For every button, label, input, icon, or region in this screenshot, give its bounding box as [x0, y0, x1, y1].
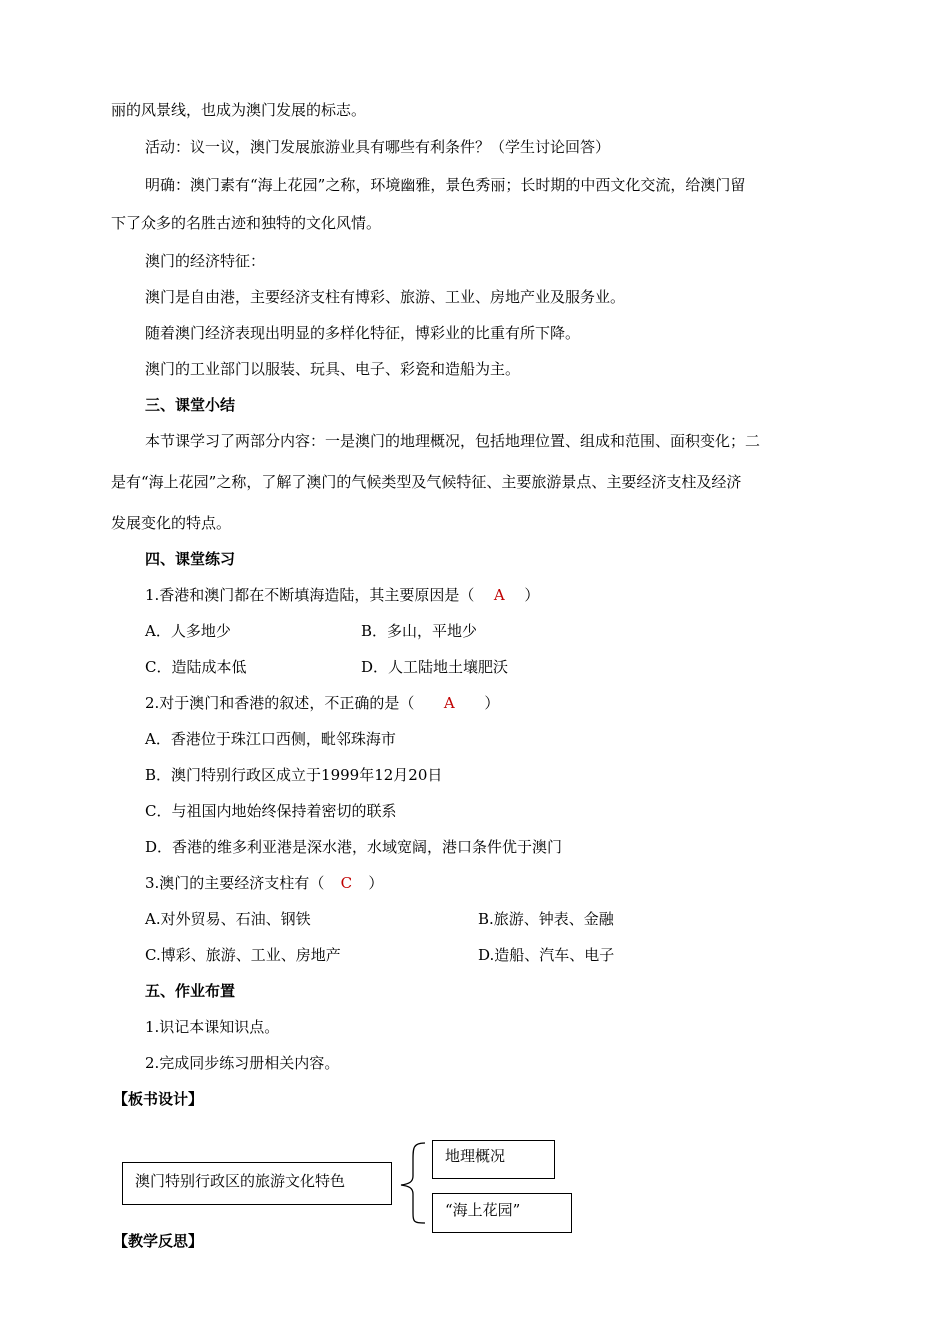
option-d: D．人工陆地土壤肥沃	[361, 658, 509, 676]
question-2	[145, 693, 499, 713]
summary-text: 本节课学习了两部分内容：一是澳门的地理概况，包括地理位置、组成和范围、面积变化；二	[145, 432, 761, 450]
question-close: ）	[368, 874, 384, 892]
board-design-heading: 【板书设计】	[113, 1090, 204, 1108]
board-branch-geography	[432, 1140, 555, 1179]
option-a: A.对外贸易、石油、钢铁	[145, 910, 311, 928]
answer-mark: C	[340, 874, 353, 892]
answer-mark: A	[443, 694, 455, 712]
paragraph-text: 澳门是自由港，主要经济支柱有博彩、旅游、工业、房地产业及服务业。	[145, 288, 626, 306]
activity-prompt: 活动：议一议，澳门发展旅游业具有哪些有利条件？（学生讨论回答）	[145, 138, 611, 156]
question-1	[145, 585, 539, 605]
homework-item: 2.完成同步练习册相关内容。	[145, 1054, 340, 1072]
option-b: B.旅游、钟表、金融	[478, 910, 614, 928]
question-close: ）	[484, 694, 500, 712]
option-d: D.造船、汽车、电子	[478, 946, 615, 964]
option-c: C．造陆成本低	[145, 658, 247, 676]
board-main-label: 澳门特别行政区的旅游文化特色	[135, 1172, 346, 1190]
option-a: A．香港位于珠江口西侧，毗邻珠海市	[145, 730, 396, 748]
question-stem: 1.香港和澳门都在不断填海造陆，其主要原因是（	[145, 586, 475, 604]
summary-text-cont: 是有“海上花园”之称，了解了澳门的气候类型及气候特征、主要旅游景点、主要经济支柱及经济	[111, 473, 742, 491]
economy-heading: 澳门的经济特征：	[145, 252, 266, 270]
answer-mark: A	[493, 586, 505, 604]
option-a: A．人多地少	[145, 622, 231, 640]
summary-text-cont: 发展变化的特点。	[111, 514, 232, 532]
section-heading-summary: 三、课堂小结	[145, 396, 236, 414]
board-branch-label: “海上花园”	[445, 1201, 521, 1219]
question-stem: 2.对于澳门和香港的叙述，不正确的是（	[145, 694, 415, 712]
paragraph-text: 丽的风景线，也成为澳门发展的标志。	[111, 101, 367, 119]
option-c: C．与祖国内地始终保持着密切的联系	[145, 802, 397, 820]
question-3	[145, 873, 383, 893]
question-stem: 3.澳门的主要经济支柱有（	[145, 874, 325, 892]
clarification-text: 明确：澳门素有“海上花园”之称，环境幽雅，景色秀丽；长时期的中西文化交流，给澳门留	[145, 176, 746, 194]
section-heading-homework: 五、作业布置	[145, 982, 236, 1000]
clarification-text-cont: 下了众多的名胜古迹和独特的文化风情。	[111, 214, 382, 232]
section-heading-practice: 四、课堂练习	[145, 550, 236, 568]
option-c: C.博彩、旅游、工业、房地产	[145, 946, 341, 964]
board-branch-sea-garden	[432, 1193, 572, 1233]
question-close: ）	[524, 586, 540, 604]
option-d: D．香港的维多利亚港是深水港，水域宽阔，港口条件优于澳门	[145, 838, 563, 856]
paragraph-text: 澳门的工业部门以服装、玩具、电子、彩瓷和造船为主。	[145, 360, 521, 378]
option-b: B．澳门特别行政区成立于1999年12月20日	[145, 766, 443, 784]
board-branch-label: 地理概况	[445, 1147, 506, 1165]
curly-brace-icon	[395, 1140, 435, 1226]
board-main-box	[122, 1162, 392, 1205]
reflection-heading: 【教学反思】	[113, 1232, 204, 1250]
option-b: B．多山，平地少	[361, 622, 478, 640]
paragraph-text: 随着澳门经济表现出明显的多样化特征，博彩业的比重有所下降。	[145, 324, 581, 342]
homework-item: 1.识记本课知识点。	[145, 1018, 280, 1036]
